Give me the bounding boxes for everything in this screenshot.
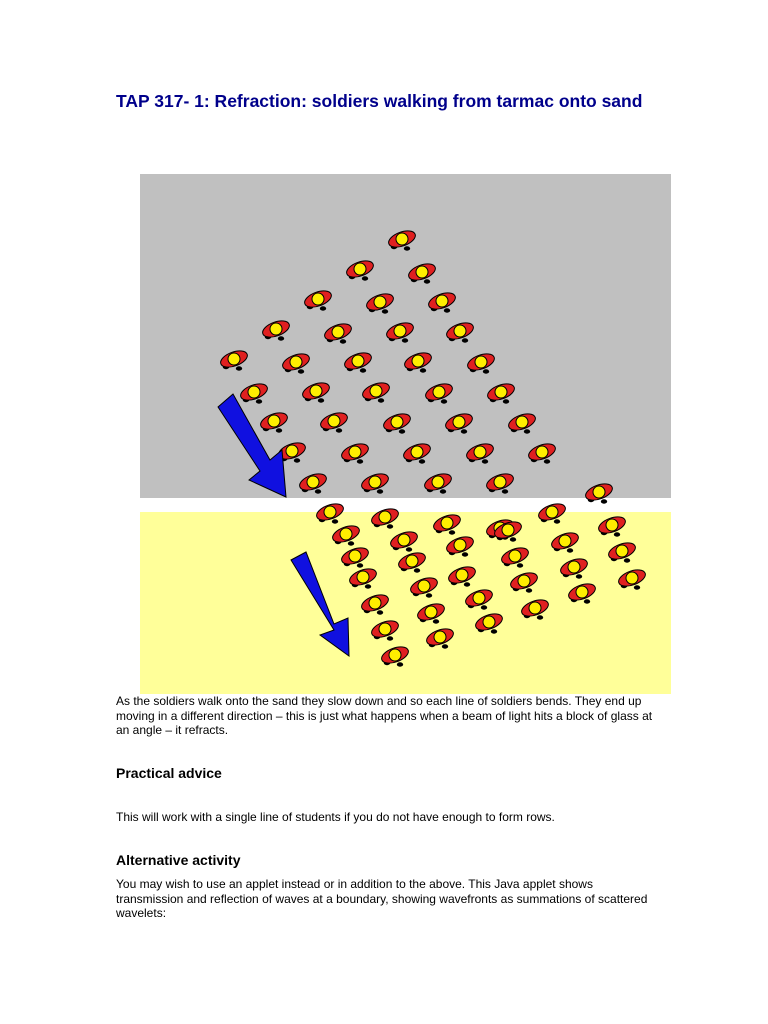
alternative-activity-paragraph: You may wish to use an applet instead or in addition to the above. This Java applet shows transmission and reflection of waves at a boundary, showing wavefronts as summations of scattered wavelets: <box>116 877 648 920</box>
alternative-activity-heading: Alternative activity <box>116 852 241 868</box>
page-title: TAP 317- 1: Refraction: soldiers walking from tarmac onto sand <box>116 91 643 111</box>
practical-advice-heading: Practical advice <box>116 765 222 781</box>
practical-advice-paragraph: This will work with a single line of students if you do not have enough to form rows. <box>116 810 555 824</box>
explanation-paragraph: As the soldiers walk onto the sand they slow down and so each line of soldiers bends. They end up moving in a different direction – this is just what happens when a beam of light hits a block of glass at an angle – it refracts. <box>116 694 653 737</box>
